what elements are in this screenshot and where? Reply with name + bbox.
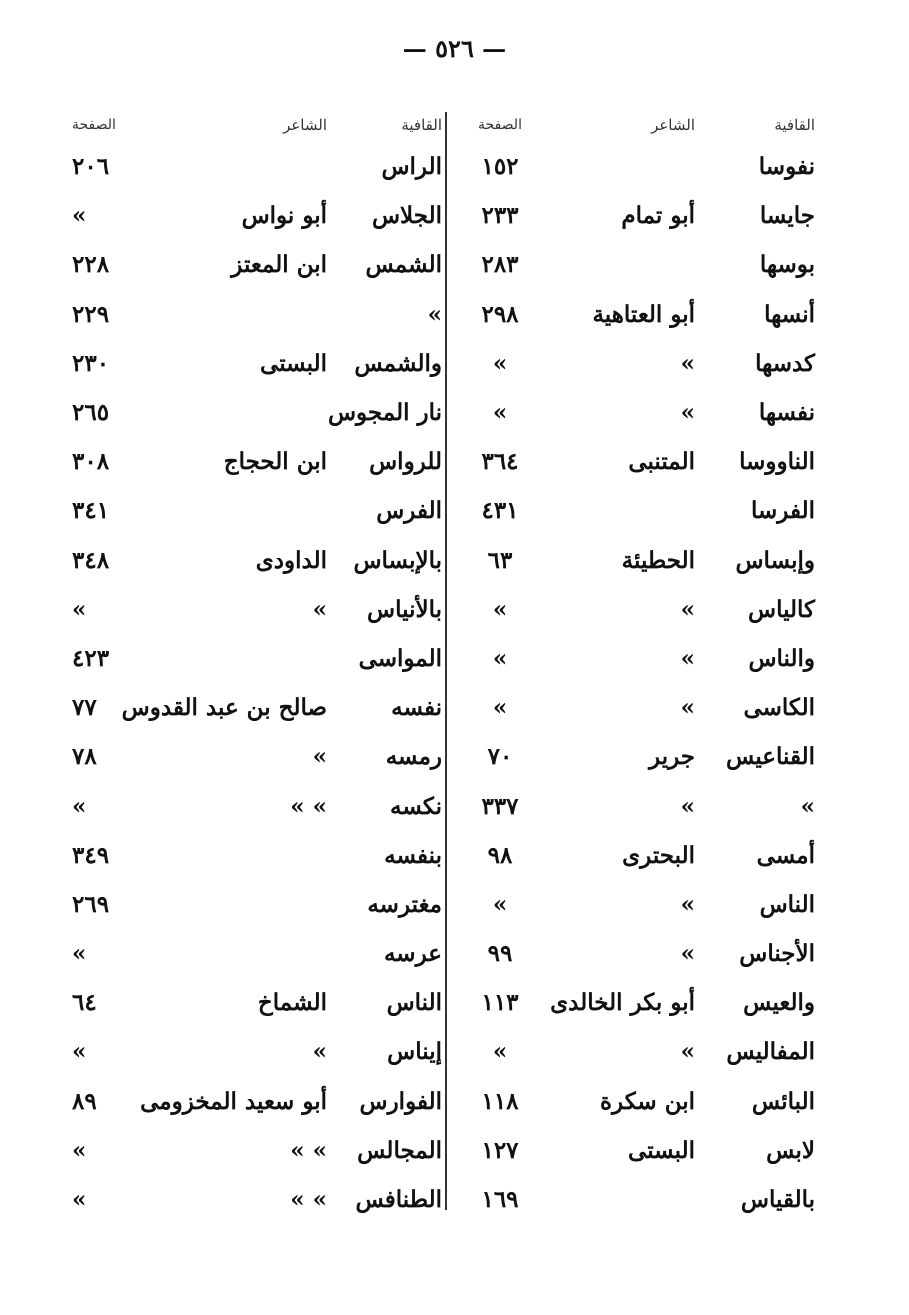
index-entry [455,831,815,880]
rhyme-cell: جايسا [759,202,815,230]
index-entry [455,1175,815,1224]
poet-cell: » » [290,1136,327,1164]
page-cell: ٦٣ [487,546,513,574]
page-cell: ٣٦٤ [481,448,519,476]
page-cell: ٣٤١ [72,497,110,525]
rhyme-cell: الشمس [365,251,442,279]
poet-cell: البستى [260,349,327,377]
poet-cell: » » [290,1186,327,1214]
index-entry [72,634,442,683]
rhyme-cell: الفرسا [750,497,815,525]
index-entry [72,191,442,240]
poet-cell: » [680,349,695,377]
poet-cell: أبو نواس [241,202,327,230]
poet-cell: » [680,644,695,672]
poet-cell: ابن الحجاج [223,448,327,476]
index-entry [455,388,815,437]
page-cell: ١٥٢ [481,153,519,181]
rhyme-cell: المواسى [358,644,442,672]
page-cell: » [492,349,508,377]
poet-cell: الداودى [255,546,327,574]
index-entry [455,585,815,634]
header-page: الصفحة [478,117,522,133]
rhyme-cell: بالأنياس [367,595,442,623]
poet-cell: » [312,595,327,623]
poet-cell: ابن سكرة [599,1087,695,1115]
index-entry [72,536,442,585]
rhyme-cell: الفوارس [359,1087,442,1115]
index-entry [72,1126,442,1175]
index-entry [72,683,442,732]
index-entry [72,880,442,929]
index-entry [455,781,815,830]
poet-cell: المتنبى [628,448,695,476]
index-entry [455,732,815,781]
poet-cell: » [680,792,695,820]
index-entry [72,585,442,634]
poet-cell: » » [290,792,327,820]
poet-cell: البحترى [622,841,695,869]
rhyme-cell: إيناس [387,1038,442,1066]
index-entry [455,339,815,388]
page-cell: » [72,1186,87,1214]
rhyme-cell: الناس [386,989,442,1017]
index-entry [72,142,442,191]
index-entry [72,1027,442,1076]
page-cell: ٦٤ [72,989,97,1017]
rhyme-cell: بالقياس [740,1186,815,1214]
rhyme-cell: نفوسا [758,153,815,181]
page-cell: » [492,399,508,427]
rhyme-cell: بالإبساس [353,546,442,574]
page-cell: » [492,1038,508,1066]
index-entry [455,1027,815,1076]
page-cell: ٧٨ [72,743,97,771]
rhyme-cell: الأجناس [739,940,815,968]
page-cell: ٢٠٦ [72,153,110,181]
page-cell: ٩٩ [487,940,513,968]
index-entry [72,437,442,486]
rhyme-cell: والعيس [743,989,815,1017]
rhyme-cell: والناس [748,644,815,672]
rhyme-cell: أنسها [764,300,815,328]
rhyme-cell: الناس [759,890,815,918]
poet-cell: » [680,890,695,918]
poet-cell: ابن المعتز [231,251,327,279]
index-entry [455,191,815,240]
rhyme-cell: » [800,792,815,820]
poet-cell: » [680,595,695,623]
column-divider [445,112,447,1210]
page-cell: ٣٣٧ [481,792,519,820]
header-rhyme: القافية [774,116,815,134]
page-cell: ٤٣١ [481,497,519,525]
page-number: — ٥٢٦ — [402,34,507,63]
poet-cell: » [312,1038,327,1066]
poet-cell: الشماخ [257,989,327,1017]
page-cell: ٣٠٨ [72,448,110,476]
poet-cell: أبو العتاهية [592,300,695,328]
index-entry [455,290,815,339]
rhyme-cell: الطنافس [355,1186,442,1214]
index-entry [455,437,815,486]
page-cell: ١١٨ [481,1087,519,1115]
page-cell: ٢٦٥ [72,399,110,427]
rhyme-cell: كدسها [755,349,815,377]
rhyme-cell: » [427,300,442,328]
index-entry [72,1175,442,1224]
page-cell: ٢٨٣ [481,251,519,279]
rhyme-cell: نكسه [390,792,442,820]
page-cell: ٢٢٩ [72,300,110,328]
poet-cell: البستى [628,1136,695,1164]
rhyme-cell: الكاسى [743,694,815,722]
rhyme-cell: رمسه [385,743,442,771]
index-column-left [72,108,442,1224]
page-cell: ٢٦٩ [72,890,110,918]
page-cell: ١٦٩ [481,1186,519,1214]
poet-cell: أبو بكر الخالدى [550,989,695,1017]
index-entry [455,880,815,929]
rhyme-cell: المفاليس [726,1038,815,1066]
index-entry [455,1077,815,1126]
page-cell: » [72,792,87,820]
index-entry [72,831,442,880]
page-cell: » [72,1136,87,1164]
poet-cell: » [680,694,695,722]
index-entry [72,978,442,1027]
rhyme-cell: الفرس [376,497,442,525]
page-cell: ٢٣٣ [481,202,519,230]
index-column-right [455,108,815,1224]
rhyme-cell: نفسها [758,399,815,427]
header-row [72,108,442,142]
page-cell: ١١٣ [481,989,519,1017]
index-entry [72,486,442,535]
page-cell: » [492,595,508,623]
page-cell: » [492,890,508,918]
index-entry [455,1126,815,1175]
page-cell: » [492,644,508,672]
header-rhyme: القافية [401,116,442,134]
index-entry [455,142,815,191]
index-entry [72,732,442,781]
rhyme-cell: عرسه [383,940,442,968]
rhyme-cell: لابس [766,1136,815,1164]
poet-cell: أبو تمام [621,202,695,230]
page-cell: ٩٨ [487,841,513,869]
index-entry [455,978,815,1027]
rhyme-cell: للرواس [369,448,442,476]
page-cell: ٢٩٨ [481,300,519,328]
header-page: الصفحة [72,117,116,133]
rhyme-cell: الراس [381,153,442,181]
rhyme-cell: أمسى [756,841,815,869]
rhyme-cell: وإبساس [735,546,815,574]
index-entry [455,486,815,535]
index-entry [455,683,815,732]
index-entry [72,388,442,437]
page-cell: ٧٧ [72,694,97,722]
rhyme-cell: نار المجوس [327,399,442,427]
poet-cell: الحطيئة [621,546,695,574]
page-cell: » [492,694,508,722]
index-entry [72,781,442,830]
page-cell: » [72,595,87,623]
index-entry [455,634,815,683]
page-cell: ٣٤٩ [72,841,110,869]
index-entry [72,929,442,978]
header-poet: الشاعر [283,116,327,134]
rhyme-cell: بنفسه [384,841,442,869]
page-cell: ٢٣٠ [72,349,110,377]
page-cell: ٢٢٨ [72,251,110,279]
poet-cell: صالح بن عبد القدوس [121,694,327,722]
index-entry [455,929,815,978]
poet-cell: أبو سعيد المخزومى [140,1087,327,1115]
rhyme-cell: الجلاس [371,202,442,230]
index-entry [455,240,815,289]
header-poet: الشاعر [651,116,695,134]
rhyme-cell: القناعيس [726,743,815,771]
page-cell: ٤٢٣ [72,644,110,672]
page-cell: ٧٠ [487,743,513,771]
index-entry [72,339,442,388]
rhyme-cell: البائس [751,1087,815,1115]
rhyme-cell: المجالس [357,1136,442,1164]
poet-cell: جرير [649,743,695,771]
rhyme-cell: مغترسه [367,890,442,918]
index-entry [72,240,442,289]
page-cell: » [72,202,87,230]
index-entry [72,1077,442,1126]
poet-cell: » [312,743,327,771]
poet-cell: » [680,1038,695,1066]
rhyme-cell: بوسها [759,251,815,279]
index-entry [72,290,442,339]
rhyme-cell: والشمس [354,349,442,377]
header-row [455,108,815,142]
rhyme-cell: الناووسا [739,448,815,476]
rhyme-cell: كالياس [748,595,815,623]
page-cell: ١٢٧ [481,1136,519,1164]
poet-cell: » [680,940,695,968]
page-cell: » [72,940,87,968]
page-cell: ٣٤٨ [72,546,110,574]
index-entry [455,536,815,585]
rhyme-cell: نفسه [391,694,442,722]
page-cell: » [72,1038,87,1066]
page-cell: ٨٩ [72,1087,97,1115]
poet-cell: » [680,399,695,427]
